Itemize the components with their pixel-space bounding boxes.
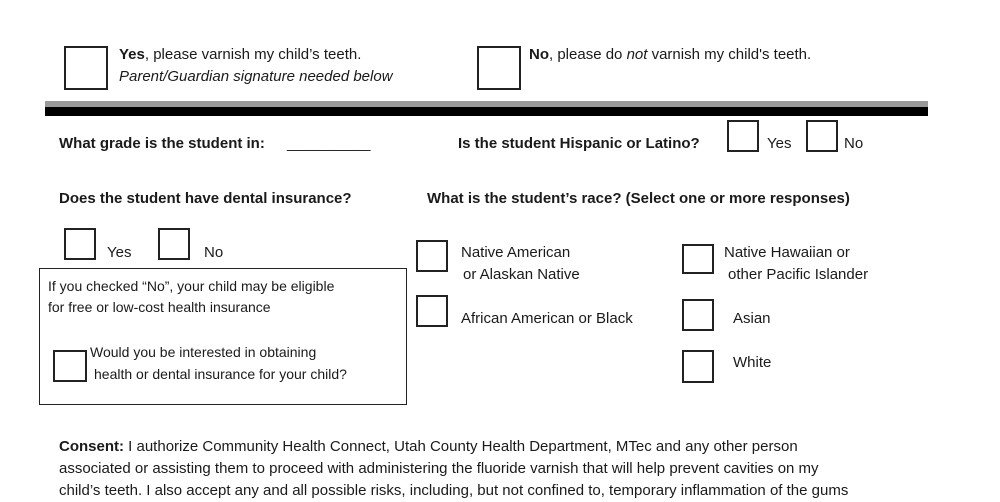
insurance-yes-checkbox[interactable] <box>64 228 96 260</box>
race-native-hawaiian-checkbox[interactable] <box>682 244 714 274</box>
insurance-interest-checkbox[interactable] <box>53 350 87 382</box>
insurance-interest-line1: Would you be interested in obtaining <box>90 344 317 360</box>
hispanic-no-checkbox[interactable] <box>806 120 838 152</box>
insurance-note-line2: for free or low-cost health insurance <box>48 299 271 315</box>
race-native-american-checkbox[interactable] <box>416 240 448 272</box>
race-african-american-label: African American or Black <box>461 310 633 327</box>
consent-line1: Consent: I authorize Community Health Connect, Utah County Health Department, MTec and any other person <box>59 438 798 455</box>
insurance-note-line1: If you checked “No”, your child may be eligible <box>48 278 335 294</box>
race-question: What is the student’s race? (Select one or more responses) <box>427 190 850 207</box>
race-white-label: White <box>733 354 772 371</box>
varnish-no-checkbox[interactable] <box>477 46 521 90</box>
insurance-no-checkbox[interactable] <box>158 228 190 260</box>
race-african-american-checkbox[interactable] <box>416 295 448 327</box>
varnish-yes-checkbox[interactable] <box>64 46 108 90</box>
insurance-no-label: No <box>204 244 224 261</box>
grade-question: What grade is the student in: <box>59 135 265 152</box>
varnish-no-label: No, please do not varnish my child's teeth. <box>529 46 812 63</box>
race-white-checkbox[interactable] <box>682 350 714 383</box>
race-asian-label: Asian <box>733 310 771 327</box>
consent-line3: child’s teeth. I also accept any and all possible risks, including, but not confined to, temporary inflammation of the gums <box>59 482 849 499</box>
insurance-interest-line2: health or dental insurance for your child? <box>94 366 347 382</box>
varnish-yes-label: Yes, please varnish my child’s teeth. <box>119 46 362 63</box>
race-native-hawaiian-line1: Native Hawaiian or <box>724 244 850 261</box>
divider-black <box>45 107 928 116</box>
grade-input[interactable]: __________ <box>287 135 371 152</box>
hispanic-no-label: No <box>844 135 864 152</box>
hispanic-yes-label: Yes <box>767 135 792 152</box>
consent-line2: associated or assisting them to proceed with administering the fluoride varnish that will help prevent cavities on my <box>59 460 819 477</box>
race-asian-checkbox[interactable] <box>682 299 714 331</box>
race-native-american-line2: or Alaskan Native <box>463 266 580 283</box>
signature-note: Parent/Guardian signature needed below <box>119 68 393 85</box>
cropped-heading <box>58 0 62 5</box>
insurance-yes-label: Yes <box>107 244 132 261</box>
insurance-question: Does the student have dental insurance? <box>59 190 352 207</box>
consent-paragraph <box>59 436 939 502</box>
hispanic-question: Is the student Hispanic or Latino? <box>458 135 700 152</box>
race-native-american-line1: Native American <box>461 244 571 261</box>
race-native-hawaiian-line2: other Pacific Islander <box>728 266 869 283</box>
hispanic-yes-checkbox[interactable] <box>727 120 759 152</box>
